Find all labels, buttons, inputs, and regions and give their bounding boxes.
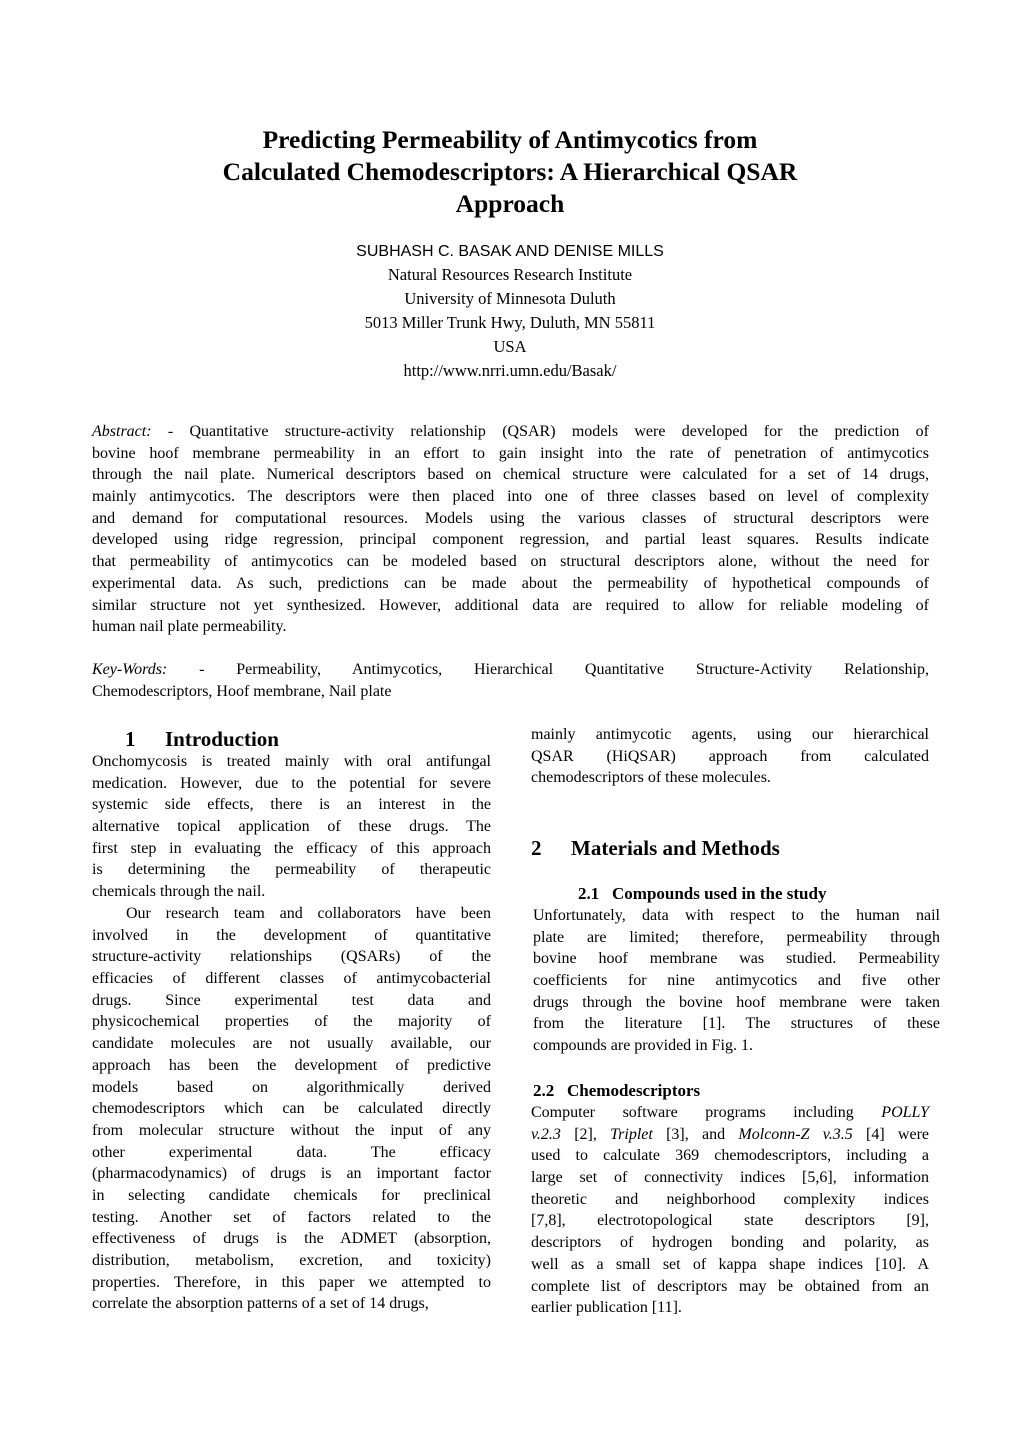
text-line <box>92 1055 491 1077</box>
introduction-paragraph-2-continued <box>531 724 929 789</box>
line-text: and demand for computational resources. Models using the various classes of structural descriptors were <box>92 509 929 527</box>
text-line <box>533 1035 940 1057</box>
compounds-paragraph <box>533 905 940 1057</box>
text-line <box>92 681 929 703</box>
text-line <box>92 659 929 681</box>
subsection-number: 2.2 <box>533 1081 555 1100</box>
line-text: that permeability of antimycotics can be modeled based on structural descriptors alone, without the need for <box>92 553 929 571</box>
text-line <box>92 616 929 638</box>
text-line <box>533 905 940 927</box>
line-text: coefficients for nine antimycotics and five other <box>533 972 940 990</box>
text-line <box>531 746 929 768</box>
chemodescriptors-paragraph <box>531 1102 929 1319</box>
affiliation-university: University of Minnesota Duluth <box>404 289 616 308</box>
text-line <box>92 551 929 573</box>
text-line <box>531 1145 929 1167</box>
line-text: similar structure not yet synthesized. However, additional data are required to allow for reliable modeling of <box>92 596 929 614</box>
line-text: - Permeability, Antimycotics, Hierarchical Quantitative Structure-Activity Relationship, <box>167 661 929 678</box>
text-line <box>531 1276 929 1298</box>
line-text: chemicals through the nail. <box>92 883 266 901</box>
text-line <box>92 838 491 860</box>
section-title: Introduction <box>165 727 279 751</box>
line-text: bovine hoof membrane permeability in an effort to gain insight into the rate of penetration of antimycotics <box>92 444 929 462</box>
text-line <box>92 773 491 795</box>
line-text: experimental data. As such, predictions can be made about the permeability of hypothetical compounds of <box>92 574 929 592</box>
line-text: from the literature [1]. The structures of these <box>533 1015 940 1033</box>
text-line <box>92 903 491 925</box>
title-line: Approach <box>455 189 565 218</box>
title-line: Calculated Chemodescriptors: A Hierarchical QSAR <box>222 157 798 186</box>
line-text: medication. However, due to the potential for severe <box>92 774 491 792</box>
text-line <box>531 724 929 746</box>
line-text: large set of connectivity indices [5,6], information <box>531 1169 929 1187</box>
line-text: chemodescriptors which can be calculated directly <box>92 1100 491 1118</box>
text-line <box>531 1210 929 1232</box>
italic-text: Molconn-Z v.3.5 <box>738 1125 853 1143</box>
line-text: Our research team and collaborators have been <box>126 905 491 922</box>
section-title: Materials and Methods <box>571 836 780 860</box>
text-line <box>533 1013 940 1035</box>
line-text: drugs. Since experimental test data and <box>92 991 491 1009</box>
text-line <box>92 1120 491 1142</box>
subsection-title: Compounds used in the study <box>612 884 827 903</box>
affiliation <box>0 263 1020 383</box>
text-line <box>92 573 929 595</box>
line-text: Onchomycosis is treated mainly with oral antifungal <box>92 753 491 770</box>
line-text: candidate molecules are not usually available, our <box>92 1035 491 1053</box>
line-text: models based on algorithmically derived <box>92 1078 491 1096</box>
affiliation-country: USA <box>493 337 527 356</box>
text-line <box>92 1163 491 1185</box>
text-line <box>92 1293 491 1315</box>
line-text: - Quantitative structure-activity relationship (QSAR) models were developed for the prediction of <box>151 423 929 440</box>
paper-title <box>0 124 1020 220</box>
line-text: bovine hoof membrane was studied. Permeability <box>533 950 940 968</box>
text-line <box>92 990 491 1012</box>
line-text: through the nail plate. Numerical descriptors based on chemical structure were calculated for a set of 14 drugs, <box>92 466 929 484</box>
italic-text: v.2.3 <box>531 1125 561 1143</box>
text-line <box>92 881 491 903</box>
section-number: 1 <box>125 727 136 751</box>
text-line <box>92 1185 491 1207</box>
section-1-heading <box>125 726 279 752</box>
text-line <box>92 925 491 947</box>
text-line <box>92 859 491 881</box>
line-text: drugs through the bovine hoof membrane were taken <box>533 993 940 1011</box>
text-line <box>92 1250 491 1272</box>
line-text: other experimental data. The efficacy <box>92 1143 491 1161</box>
text-line <box>531 1189 929 1211</box>
line-text: chemodescriptors of these molecules. <box>531 769 771 787</box>
line-text: Chemodescriptors, Hoof membrane, Nail plate <box>92 682 392 700</box>
title-line: Predicting Permeability of Antimycotics from <box>262 125 758 154</box>
subsection-title: Chemodescriptors <box>567 1081 701 1100</box>
text-line <box>92 508 929 530</box>
line-text: descriptors of hydrogen bonding and polarity, as <box>531 1234 929 1252</box>
text-line <box>92 595 929 617</box>
text-segment: [2], <box>560 1125 611 1143</box>
text-line <box>92 1228 491 1250</box>
abstract <box>92 421 929 638</box>
text-line <box>533 992 940 1014</box>
line-text: Unfortunately, data with respect to the human nail <box>533 907 940 924</box>
text-line <box>92 946 491 968</box>
text-line <box>533 970 940 992</box>
text-line <box>92 1272 491 1294</box>
subsection-2-1-heading <box>578 883 826 905</box>
italic-text: POLLY <box>881 1104 929 1121</box>
line-text: complete list of descriptors may be obtained from an <box>531 1277 929 1295</box>
line-text: distribution, metabolism, excretion, and toxicity) <box>92 1252 491 1269</box>
text-line <box>531 1124 929 1146</box>
text-segment: Computer software programs including <box>531 1104 882 1121</box>
text-line <box>92 486 929 508</box>
section-2-heading <box>531 835 780 861</box>
line-text: well as a small set of kappa shape indices [10]. A <box>531 1255 929 1273</box>
affiliation-institute: Natural Resources Research Institute <box>387 265 633 284</box>
text-line <box>92 1077 491 1099</box>
line-text: [7,8], electrotopological state descriptors [9], <box>531 1212 929 1230</box>
line-text: first step in evaluating the efficacy of this approach <box>92 839 491 857</box>
line-text: earlier publication [11]. <box>531 1299 682 1317</box>
introduction-paragraph-2 <box>92 903 491 1315</box>
text-line <box>92 443 929 465</box>
line-text: systemic side effects, there is an interest in the <box>92 796 491 814</box>
line-text: used to calculate 369 chemodescriptors, including a <box>531 1147 929 1165</box>
text-line <box>531 1102 929 1124</box>
keywords <box>92 659 929 702</box>
italic-text: Triplet <box>610 1125 653 1143</box>
text-line <box>92 1207 491 1229</box>
line-text: structure-activity relationships (QSARs) of the <box>92 948 491 966</box>
line-text: is determining the permeability of therapeutic <box>92 861 491 879</box>
label: Key-Words: <box>92 661 168 678</box>
text-line <box>531 1254 929 1276</box>
text-line <box>92 1011 491 1033</box>
line-text: physicochemical properties of the majority of <box>92 1013 491 1031</box>
line-text: plate are limited; therefore, permeability through <box>533 928 940 946</box>
line-text: testing. Another set of factors related to the <box>92 1208 491 1226</box>
line-text: mainly antimycotics. The descriptors were then placed into one of three classes based on level of complexity <box>92 488 929 506</box>
text-line <box>531 1232 929 1254</box>
line-text: effectiveness of drugs is the ADMET (absorption, <box>92 1230 491 1248</box>
text-line <box>92 421 929 443</box>
label: Abstract: <box>92 423 152 440</box>
line-text: approach has been the development of predictive <box>92 1056 491 1074</box>
text-line <box>92 529 929 551</box>
text-line <box>531 767 929 789</box>
text-line <box>533 927 940 949</box>
line-text: properties. Therefore, in this paper we attempted to <box>92 1273 491 1291</box>
text-line <box>92 751 491 773</box>
text-line <box>92 794 491 816</box>
line-text: compounds are provided in Fig. 1. <box>533 1037 753 1055</box>
affiliation-address: 5013 Miller Trunk Hwy, Duluth, MN 55811 <box>364 313 656 332</box>
line-text: (pharmacodynamics) of drugs is an important factor <box>92 1165 491 1183</box>
text-line <box>92 464 929 486</box>
line-text: correlate the absorption patterns of a set of 14 drugs, <box>92 1295 429 1313</box>
affiliation-url[interactable]: http://www.nrri.umn.edu/Basak/ <box>403 361 617 380</box>
text-line <box>531 1297 929 1319</box>
text-line <box>92 1098 491 1120</box>
line-text: human nail plate permeability. <box>92 618 287 636</box>
line-text: theoretic and neighborhood complexity indices <box>531 1190 929 1208</box>
line-text: QSAR (HiQSAR) approach from calculated <box>531 747 929 765</box>
text-line <box>92 1142 491 1164</box>
text-line <box>92 816 491 838</box>
line-text: in selecting candidate chemicals for preclinical <box>92 1186 491 1204</box>
text-segment: [3], and <box>652 1125 739 1143</box>
line-text: developed using ridge regression, principal component regression, and partial least squares. Results indicate <box>92 531 929 549</box>
line-text: mainly antimycotic agents, using our hierarchical <box>531 726 929 743</box>
text-line <box>92 968 491 990</box>
introduction-paragraph-1 <box>92 751 491 903</box>
section-number: 2 <box>531 836 542 860</box>
text-line <box>92 1033 491 1055</box>
text-segment: [4] were <box>852 1125 930 1143</box>
line-text: involved in the development of quantitative <box>92 926 491 944</box>
line-text: efficacies of different classes of antimycobacterial <box>92 970 491 988</box>
subsection-number: 2.1 <box>578 884 600 903</box>
text-line <box>531 1167 929 1189</box>
authors: SUBHASH C. BASAK AND DENISE MILLS <box>356 243 664 260</box>
line-text: alternative topical application of these drugs. The <box>92 818 491 836</box>
line-text: from molecular structure without the input of any <box>92 1121 491 1139</box>
text-line <box>533 948 940 970</box>
subsection-2-2-heading <box>533 1080 700 1102</box>
